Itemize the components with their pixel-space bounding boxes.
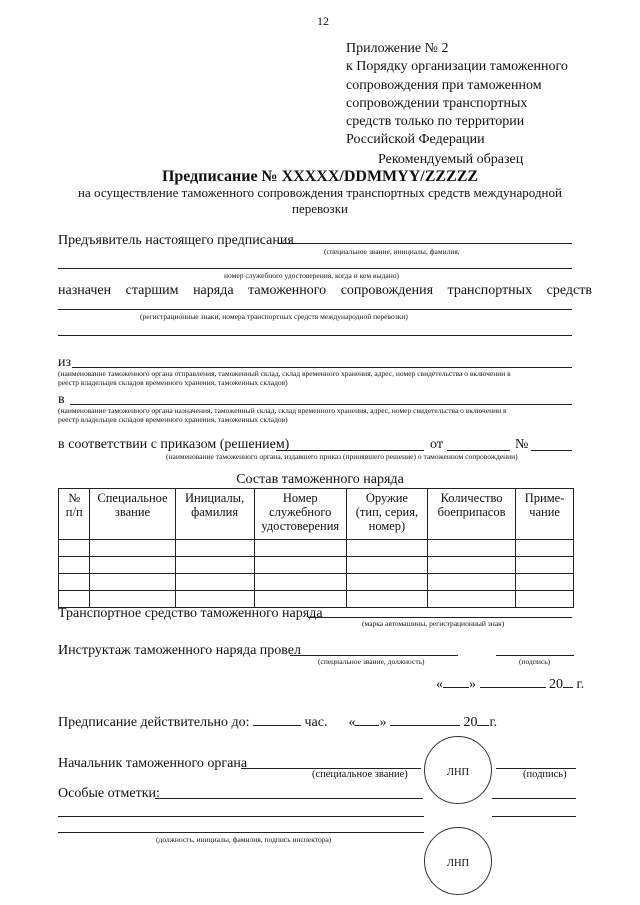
notes-label: Особые отметки: (58, 786, 160, 801)
briefing-year-field[interactable] (563, 676, 573, 688)
table-cell[interactable] (175, 540, 254, 557)
order-from-label: от (430, 437, 443, 452)
crew-header-cell: № п/п (59, 489, 90, 540)
document-subtitle: на осуществление таможенного сопровождения транспортных средств международной (78, 185, 562, 200)
assigned-word: наряда (193, 283, 234, 298)
page-number: 12 (317, 14, 329, 28)
assigned-line (58, 283, 592, 299)
briefing-rank-hint: (специальное звание, должность) (318, 657, 425, 666)
bearer-label: Предъявитель настоящего предписания (58, 233, 294, 248)
briefing-date (436, 676, 584, 693)
table-cell[interactable] (427, 574, 515, 591)
date-quote-close: » (379, 715, 387, 730)
notes-field-2[interactable] (58, 816, 424, 817)
table-cell[interactable] (90, 540, 175, 557)
table-cell[interactable] (346, 574, 427, 591)
chief-rank-hint: (специальное звание) (312, 769, 408, 780)
vehicle-label: Транспортное средство таможенного наряда (58, 606, 323, 621)
briefing-month-field[interactable] (480, 676, 546, 688)
bearer-field-2[interactable] (58, 268, 572, 269)
table-cell[interactable] (254, 557, 346, 574)
bearer-field[interactable] (278, 243, 572, 244)
vehicles-hint: (регистрационные знаки, номера транспортных средств международной перевозки) (140, 312, 408, 321)
vehicles-field[interactable] (58, 309, 572, 310)
briefing-year-suffix: г. (576, 677, 585, 692)
table-cell[interactable] (346, 591, 427, 608)
valid-hours: час. (304, 715, 328, 730)
document-title: Предписание № XXXXX/DDMMYY/ZZZZZ (161, 168, 479, 185)
table-row (59, 540, 574, 557)
notes-hint: (должность, инициалы, фамилия, подпись инспектора) (156, 835, 332, 844)
date-quote-open: « (436, 677, 443, 692)
date-quote-close: » (469, 677, 476, 692)
table-cell[interactable] (427, 591, 515, 608)
table-cell[interactable] (516, 591, 574, 608)
date-quote-open: « (348, 715, 356, 730)
crew-header-cell: Инициалы, фамилия (175, 489, 254, 540)
crew-table (58, 488, 574, 608)
vehicle-hint: (марка автомашины, регистрационный знак) (362, 619, 505, 628)
stamp-placeholder (424, 736, 492, 804)
notes-field-right[interactable] (492, 798, 576, 799)
chief-sign-hint: (подпись) (523, 769, 567, 780)
table-cell[interactable] (427, 557, 515, 574)
from-field[interactable] (72, 367, 572, 368)
valid-year-suffix: г. (489, 715, 498, 730)
crew-header-cell: Оружие (тип, серия, номер) (346, 489, 427, 540)
table-cell[interactable] (59, 557, 90, 574)
appendix-line: средств только по территории (346, 114, 525, 130)
table-cell[interactable] (90, 574, 175, 591)
bearer-hint-2: номер служебного удостоверения, когда и кем выдано) (224, 271, 399, 280)
crew-header-cell: Специальное звание (90, 489, 175, 540)
table-cell[interactable] (59, 574, 90, 591)
from-hint-2: реестр владельцев складов временного хранения, таможенных складов) (58, 378, 288, 387)
briefing-year: 20 (549, 677, 563, 692)
table-cell[interactable] (59, 591, 90, 608)
bearer-hint: (специальное звание, инициалы, фамилия, (324, 247, 460, 256)
valid-year-field[interactable] (477, 714, 489, 726)
table-cell[interactable] (516, 574, 574, 591)
table-cell[interactable] (175, 574, 254, 591)
from-label: из (58, 355, 72, 370)
valid-label: Предписание действительно до: (58, 715, 250, 730)
appendix-block (346, 40, 568, 150)
table-cell[interactable] (427, 540, 515, 557)
sample-label: Рекомендуемый образец (378, 152, 524, 167)
assigned-word: транспортных (447, 283, 533, 298)
briefing-sign-field[interactable] (496, 655, 574, 656)
table-cell[interactable] (254, 591, 346, 608)
notes-field-3[interactable] (58, 832, 424, 833)
table-row (59, 574, 574, 591)
stamp-label-2: ЛНП (446, 858, 470, 869)
table-cell[interactable] (175, 591, 254, 608)
crew-title: Состав таможенного наряда (236, 472, 404, 487)
table-cell[interactable] (254, 574, 346, 591)
order-number-field[interactable] (531, 450, 572, 451)
appendix-line: к Порядку организации таможенного (346, 59, 568, 75)
table-cell[interactable] (90, 591, 175, 608)
assigned-word: назначен (58, 283, 112, 298)
table-cell[interactable] (90, 557, 175, 574)
document-subtitle-cont: перевозки (292, 201, 348, 216)
order-label: в соответствии с приказом (решением) (58, 437, 290, 452)
appendix-line: Российской Федерации (346, 132, 485, 148)
chief-label: Начальник таможенного органа (58, 756, 248, 771)
assigned-word: средств (546, 283, 592, 298)
crew-header-cell: Приме- чание (516, 489, 574, 540)
valid-year: 20 (463, 715, 478, 730)
order-number-label: № (515, 437, 529, 452)
stamp-placeholder-2 (424, 827, 492, 895)
table-row (59, 591, 574, 608)
order-date-field[interactable] (447, 450, 510, 451)
valid-time-field[interactable] (253, 714, 301, 726)
crew-body (59, 540, 574, 608)
order-field[interactable] (276, 450, 424, 451)
crew-header-row (59, 489, 574, 540)
stamp-label: ЛНП (446, 767, 470, 778)
crew-header-cell: Номер служебного удостоверения (254, 489, 346, 540)
from-hint: (наименование таможенного органа отправления, таможенный склад, склад временного хранения, адрес, номер свидетельства о включении в (58, 369, 511, 378)
briefing-sign-hint: (подпись) (519, 657, 551, 666)
table-row (59, 557, 574, 574)
vehicle-field[interactable] (308, 617, 572, 618)
to-label: в (58, 392, 65, 407)
table-cell[interactable] (346, 557, 427, 574)
assigned-word: старшим (125, 283, 179, 298)
notes-field-2-right[interactable] (492, 816, 576, 817)
assigned-word: таможенного (248, 283, 327, 298)
briefing-label: Инструктаж таможенного наряда провел (58, 643, 302, 658)
to-hint-2: реестр владельцев складов временного хранения, таможенных складов) (58, 415, 288, 424)
table-cell[interactable] (254, 540, 346, 557)
vehicles-field-2[interactable] (58, 335, 572, 336)
table-cell[interactable] (346, 540, 427, 557)
appendix-line: Приложение № 2 (346, 41, 449, 56)
to-hint: (наименование таможенного органа назначения, таможенный склад, склад временного хранения, адрес, номер свидетельства о включении в (58, 406, 507, 415)
valid-month-field[interactable] (390, 714, 460, 726)
appendix-line: сопровождения при таможенном (346, 77, 542, 93)
table-cell[interactable] (516, 540, 574, 557)
valid-day-field[interactable] (355, 714, 379, 726)
to-field[interactable] (70, 404, 572, 405)
assigned-word: сопровождения (340, 283, 434, 298)
crew-header-cell: Количество боеприпасов (427, 489, 515, 540)
table-cell[interactable] (59, 540, 90, 557)
table-cell[interactable] (516, 557, 574, 574)
valid-line (58, 714, 497, 731)
appendix-line: сопровождении транспортных (346, 95, 528, 111)
notes-field[interactable] (155, 798, 423, 799)
table-cell[interactable] (175, 557, 254, 574)
order-hint: (наименование таможенного органа, издавшего приказ (принявшего решение) о таможенном сопровождении) (166, 452, 518, 461)
briefing-rank-field[interactable] (290, 655, 458, 656)
briefing-day-field[interactable] (443, 676, 469, 688)
